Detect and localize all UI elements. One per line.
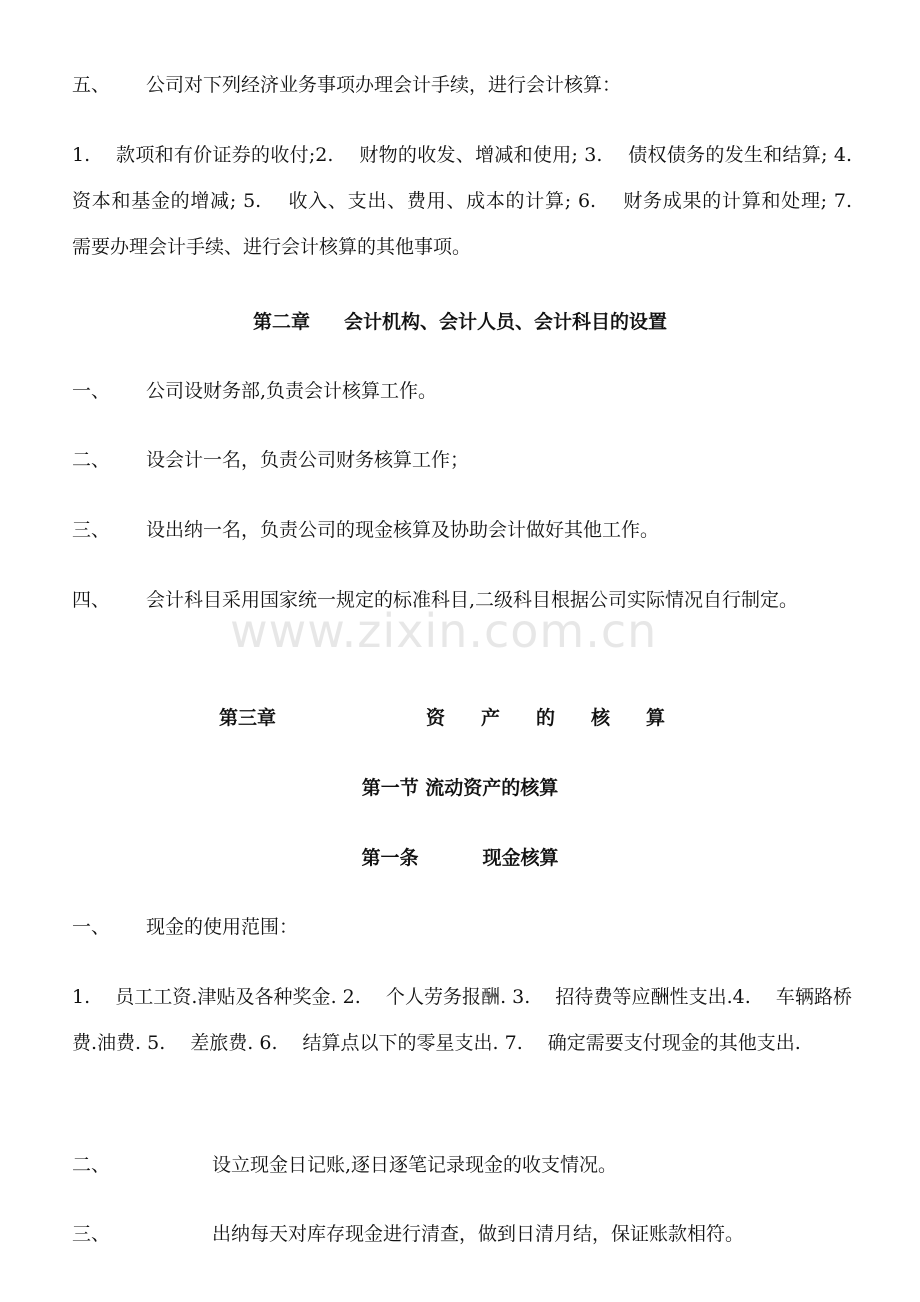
- ch2-item-1-text: 公司设财务部,负责会计核算工作。: [146, 380, 438, 402]
- art1-item-1: [72, 904, 852, 950]
- chapter-3-heading: [0, 695, 920, 741]
- art1-item-2: [72, 1142, 852, 1188]
- watermark: www.zixin.com.cn: [230, 604, 658, 658]
- ch2-item-3-number: 三、: [72, 519, 111, 541]
- ch2-item-1: [72, 368, 852, 414]
- art1-item-2-text: 设立现金日记账,逐日逐笔记录现金的收支情况。: [212, 1154, 618, 1176]
- ch2-item-3: [72, 507, 852, 553]
- art1-item-1-text: 现金的使用范围：: [146, 916, 299, 938]
- ch2-item-4-text: 会计科目采用国家统一规定的标准科目,二级科目根据公司实际情况自行制定。: [146, 589, 799, 611]
- section-5-list: 1. 款项和有价证券的收付;2. 财物的收发、增减和使用; 3. 债权债务的发生和结算; 4. 资本和基金的增减; 5. 收入、支出、费用、成本的计算; 6. 财务成果的计算和处理; 7. 需要办理会计手续、进行会计核算的其他事项。: [72, 144, 878, 258]
- chapter-2-label: 第二章: [252, 311, 310, 333]
- ch2-item-3-text: 设出纳一名，负责公司的现金核算及协助会计做好其他工作。: [146, 519, 660, 541]
- chapter-2-heading: [0, 299, 920, 345]
- article-1-heading: [0, 835, 920, 881]
- art1-item-3-text: 出纳每天对库存现金进行清查，做到日清月结，保证账款相符。: [212, 1223, 745, 1245]
- ch2-item-2-number: 二、: [72, 449, 111, 471]
- ch2-item-2: [72, 437, 852, 483]
- section-5-text: 公司对下列经济业务事项办理会计手续，进行会计核算：: [146, 74, 622, 96]
- art1-item-3-number: 三、: [72, 1223, 111, 1245]
- art1-list: 1. 员工工资.津贴及各种奖金. 2. 个人劳务报酬. 3. 招待费等应酬性支出.4. 车辆路桥费.油费. 5. 差旅费. 6. 结算点以下的零星支出. 7. 确定需要支付现金的其他支出.: [72, 986, 852, 1054]
- article-1-title: 现金核算: [482, 847, 559, 869]
- chapter-2-title: 会计机构、会计人员、会计科目的设置: [344, 311, 668, 333]
- art1-item-1-number: 一、: [72, 916, 111, 938]
- section-1-heading: 第一节 流动资产的核算: [361, 777, 559, 799]
- ch2-item-1-number: 一、: [72, 380, 111, 402]
- chapter-3-label: 第三章: [218, 707, 276, 729]
- art1-item-3: [72, 1211, 852, 1257]
- section-5-number: 五、: [72, 74, 111, 96]
- art1-item-2-number: 二、: [72, 1154, 111, 1176]
- ch2-item-4-number: 四、: [72, 589, 111, 611]
- chapter-3-title: 资产的核算: [426, 707, 702, 729]
- section-5-line: [72, 62, 852, 108]
- ch2-item-2-text: 设会计一名，负责公司财务核算工作；: [146, 449, 470, 471]
- article-1-label: 第一条: [361, 847, 419, 869]
